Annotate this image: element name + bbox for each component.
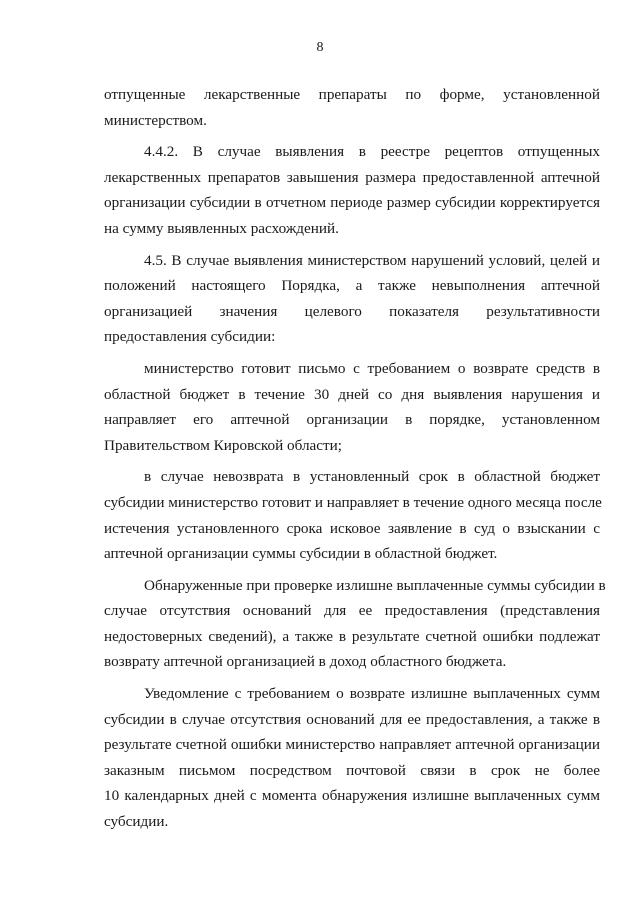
text-line: субсидии министерство готовит и направляет в течение одного месяца после xyxy=(104,493,602,511)
text-line: результате счетной ошибки министерство направляет аптечной организации xyxy=(104,736,600,754)
page-number: 8 xyxy=(316,40,324,55)
text-line: областной бюджет в течение 30 дней со дня выявления нарушения и xyxy=(104,385,600,403)
text-line: Уведомление с требованием о возврате излишне выплаченных сумм xyxy=(144,685,600,703)
text-line: министерством. xyxy=(104,111,207,129)
text-line: аптечной организации суммы субсидии в областной бюджет. xyxy=(104,545,498,563)
paragraph-ministry-letter xyxy=(104,356,600,458)
paragraph-overpaid-amounts xyxy=(104,573,606,675)
paragraph-non-return xyxy=(104,464,600,566)
document-body xyxy=(104,82,606,835)
paragraph-notification xyxy=(104,681,600,835)
paragraph-4-4-2 xyxy=(104,139,600,241)
text-line: Правительством Кировской области; xyxy=(104,436,343,454)
text-line: отпущенные лекарственные препараты по форме, установленной xyxy=(104,86,600,103)
text-line: предоставления субсидии: xyxy=(104,328,276,346)
text-line: субсидии. xyxy=(104,813,169,831)
text-line: положений настоящего Порядка, а также невыполнения аптечной xyxy=(104,277,600,295)
text-line: в случае невозврата в установленный срок в областной бюджет xyxy=(144,468,600,486)
text-line: недостоверных сведений), а также в результате счетной ошибки подлежат xyxy=(104,627,600,645)
text-line: субсидии в случае отсутствия оснований для ее предоставления, а также в xyxy=(104,710,600,728)
text-line: лекарственных препаратов завышения размера предоставленной аптечной xyxy=(104,168,600,186)
text-line: Обнаруженные при проверке излишне выплаченные суммы субсидии в xyxy=(144,576,606,594)
text-line: 10 календарных дней с момента обнаружения излишне выплаченных сумм xyxy=(104,787,600,805)
text-line: организации субсидии в отчетном периоде размер субсидии корректируется xyxy=(104,194,600,212)
text-line: министерство готовит письмо с требованием о возврате средств в xyxy=(144,359,600,377)
text-line: 4.4.2. В случае выявления в реестре рецептов отпущенных xyxy=(144,143,600,161)
text-line: случае отсутствия оснований для ее предоставления (представления xyxy=(104,602,600,620)
text-line: заказным письмом посредством почтовой связи в срок не более xyxy=(104,761,600,779)
text-line: возврату аптечной организацией в доход областного бюджета. xyxy=(104,653,507,671)
text-line: на сумму выявленных расхождений. xyxy=(104,219,339,237)
text-line: 4.5. В случае выявления министерством нарушений условий, целей и xyxy=(144,251,600,269)
paragraph-4-5 xyxy=(104,248,600,350)
text-line: истечения установленного срока исковое заявление в суд о взыскании с xyxy=(104,519,600,537)
text-line: организацией значения целевого показателя результативности xyxy=(104,302,600,320)
paragraph-4-4-1-end xyxy=(104,82,600,133)
text-line: направляет его аптечной организации в порядке, установленном xyxy=(104,411,600,429)
